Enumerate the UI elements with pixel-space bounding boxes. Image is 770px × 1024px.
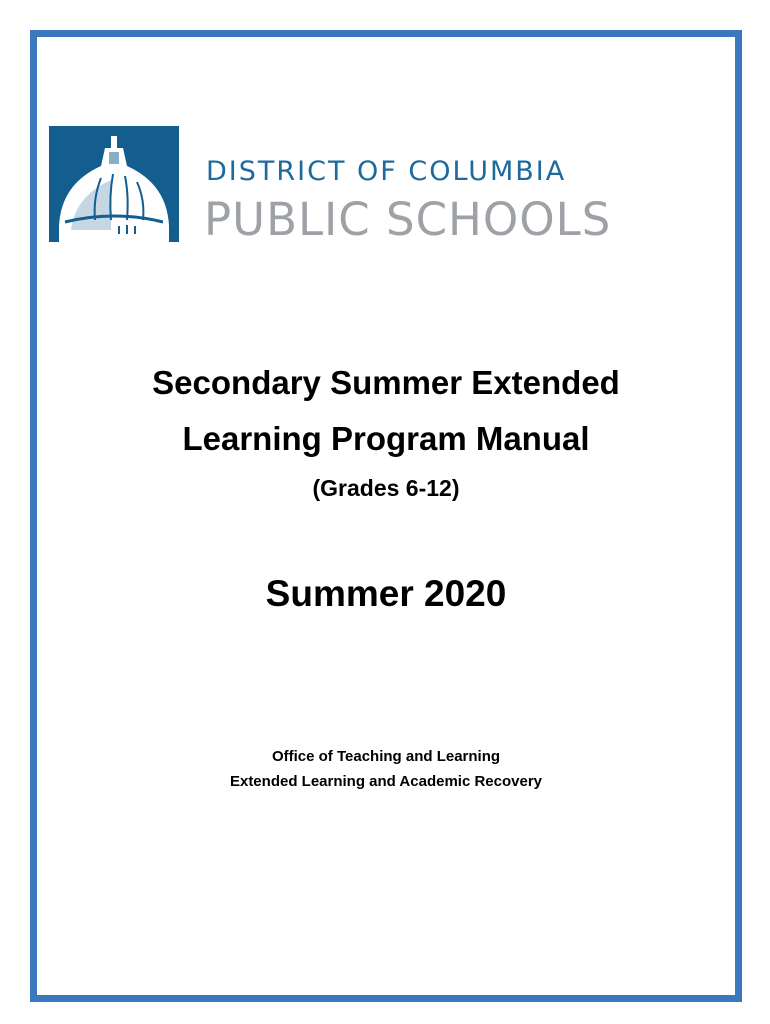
office-line-2: Extended Learning and Academic Recovery (229, 773, 543, 790)
title-line-2: Learning Program Manual (182, 420, 590, 457)
capitol-dome-icon (49, 126, 179, 242)
office-info (37, 744, 735, 794)
grades-subtitle: (Grades 6-12) (312, 475, 460, 501)
logo-text-public-schools: PUBLIC SCHOOLS (204, 193, 612, 246)
season-heading: Summer 2020 (265, 573, 507, 614)
document-title (37, 355, 735, 505)
logo-text-district: DISTRICT OF COLUMBIA (206, 156, 567, 187)
office-line-1: Office of Teaching and Learning (271, 748, 501, 765)
dcps-logo (49, 126, 709, 244)
title-line-1: Secondary Summer Extended (152, 364, 620, 401)
